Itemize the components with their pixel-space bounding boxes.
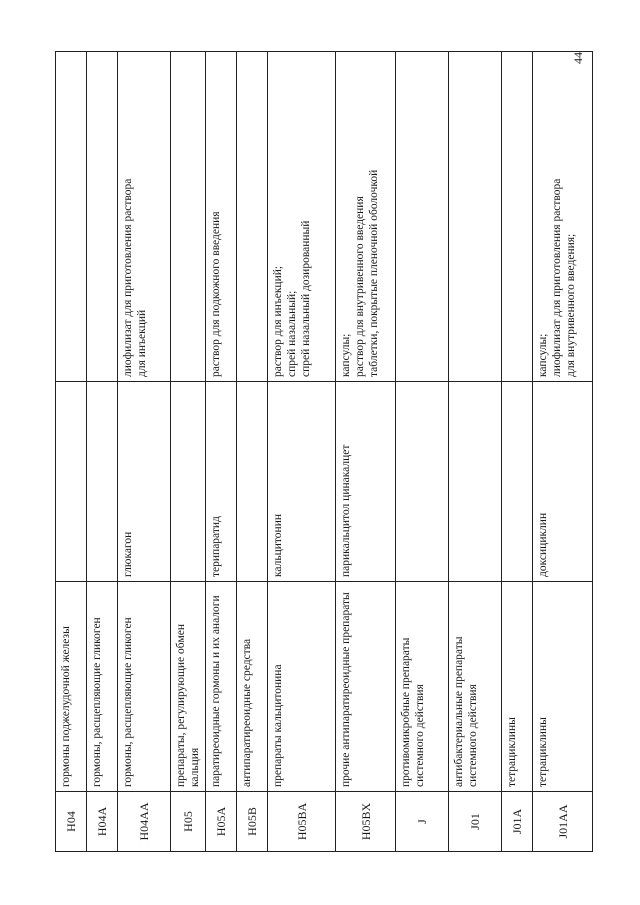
atc-code-cell: J01	[449, 792, 502, 852]
dosage-form-cell	[56, 52, 87, 382]
table-row	[336, 52, 396, 852]
table-row	[118, 52, 171, 852]
atc-code-cell: H05BA	[268, 792, 336, 852]
table-row	[206, 52, 237, 852]
atc-code-cell: H04AA	[118, 792, 171, 852]
table-row	[533, 52, 593, 852]
table-row	[449, 52, 502, 852]
drug-name-cell: терипаратид	[206, 382, 237, 582]
drug-name-cell	[396, 382, 449, 582]
atc-code-cell: J01AA	[533, 792, 593, 852]
table-row	[502, 52, 533, 852]
table-row	[268, 52, 336, 852]
drug-name-cell	[502, 382, 533, 582]
dosage-form-cell	[87, 52, 118, 382]
group-name-cell: антибактериальные препараты системного действия	[449, 582, 502, 792]
group-name-cell: тетрациклины	[533, 582, 593, 792]
dosage-form-cell: раствор для подкожного введения	[206, 52, 237, 382]
drug-table-body	[56, 52, 593, 852]
drug-name-cell: глюкагон	[118, 382, 171, 582]
group-name-cell: гормоны поджелудочной железы	[56, 582, 87, 792]
dosage-form-cell	[237, 52, 268, 382]
page-number: 44	[571, 52, 585, 64]
group-name-cell: прочие антипаратиреоидные препараты	[336, 582, 396, 792]
group-name-cell: препараты, регулирующие обмен кальция	[171, 582, 206, 792]
drug-name-cell: кальцитонин	[268, 382, 336, 582]
table-row	[87, 52, 118, 852]
table-row	[237, 52, 268, 852]
drug-name-cell	[449, 382, 502, 582]
dosage-form-cell: капсулы; лиофилизат для приготовления раствора для внутривенного введения;	[533, 52, 593, 382]
atc-code-cell: H05A	[206, 792, 237, 852]
drug-table	[55, 51, 593, 852]
atc-code-cell: J01A	[502, 792, 533, 852]
dosage-form-cell	[502, 52, 533, 382]
dosage-form-cell	[171, 52, 206, 382]
dosage-form-cell	[396, 52, 449, 382]
dosage-form-cell: лиофилизат для приготовления раствора для инъекций	[118, 52, 171, 382]
drug-name-cell	[237, 382, 268, 582]
table-row	[171, 52, 206, 852]
atc-code-cell: H05BX	[336, 792, 396, 852]
group-name-cell: гормоны, расщепляющие гликоген	[87, 582, 118, 792]
atc-code-cell: H04	[56, 792, 87, 852]
dosage-form-cell: капсулы; раствор для внутривенного введения таблетки, покрытые пленочной оболочкой	[336, 52, 396, 382]
group-name-cell: противомикробные препараты системного действия	[396, 582, 449, 792]
drug-name-cell: парикальцитол цинакалцет	[336, 382, 396, 582]
atc-code-cell: H04A	[87, 792, 118, 852]
atc-code-cell: J	[396, 792, 449, 852]
atc-code-cell: H05	[171, 792, 206, 852]
group-name-cell: препараты кальцитонина	[268, 582, 336, 792]
dosage-form-cell: раствор для инъекций; спрей назальный; спрей назальный дозированный	[268, 52, 336, 382]
table-row	[396, 52, 449, 852]
atc-code-cell: H05B	[237, 792, 268, 852]
group-name-cell: антипаратиреоидные средства	[237, 582, 268, 792]
group-name-cell: паратиреоидные гормоны и их аналоги	[206, 582, 237, 792]
drug-name-cell	[87, 382, 118, 582]
rotated-page	[55, 52, 577, 852]
drug-name-cell: доксициклин	[533, 382, 593, 582]
table-row	[56, 52, 87, 852]
dosage-form-cell	[449, 52, 502, 382]
drug-name-cell	[56, 382, 87, 582]
group-name-cell: гормоны, расщепляющие гликоген	[118, 582, 171, 792]
group-name-cell: тетрациклины	[502, 582, 533, 792]
drug-name-cell	[171, 382, 206, 582]
